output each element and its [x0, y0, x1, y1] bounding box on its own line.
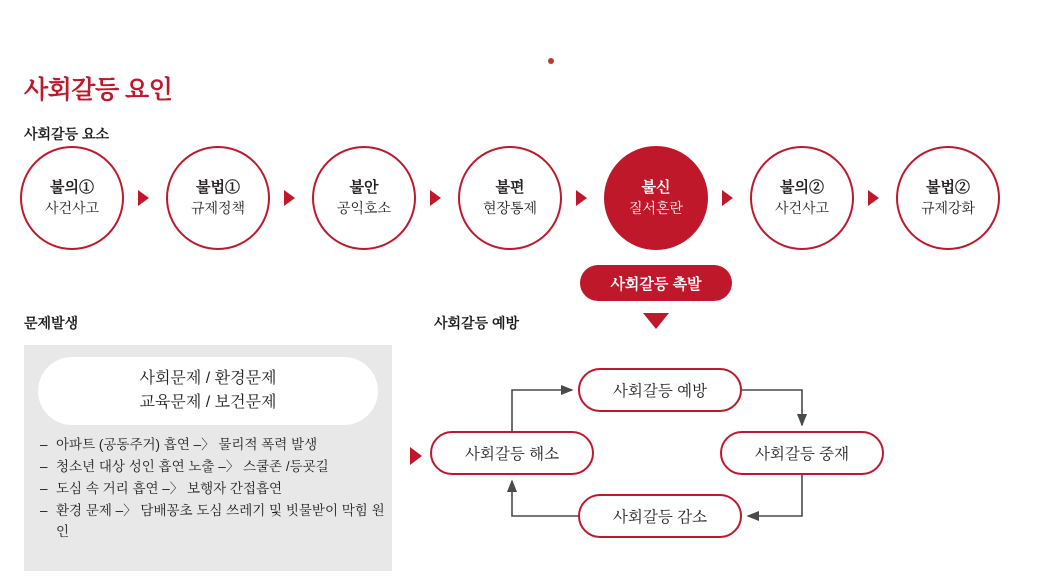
- chain-arrow-3: [430, 190, 441, 206]
- page-title: 사회갈등 요인: [24, 76, 173, 104]
- chain-node-5-line1: 불신: [641, 179, 671, 197]
- problem-headline-line2: 교육문제 / 보건문제: [139, 394, 277, 411]
- chain-node-4-line2: 현장통제: [482, 199, 538, 216]
- chain-node-6-line2: 사건사고: [774, 199, 830, 216]
- chain-node-5-highlighted: [604, 146, 708, 250]
- chain-node-1: [20, 146, 124, 250]
- chain-arrow-1: [138, 190, 149, 206]
- chain-arrow-6: [868, 190, 879, 206]
- chain-node-1-line1: 불의①: [50, 179, 94, 197]
- problem-bullet-2: – 청소년 대상 성인 흡연 노출 –〉 스쿨존 /등굣길: [40, 456, 386, 478]
- chain-node-2: [166, 146, 270, 250]
- conflict-chain: [20, 146, 1022, 256]
- chain-node-2-line1: 불법①: [196, 179, 240, 197]
- section-label-problem: 문제발생: [24, 315, 79, 331]
- down-arrow-icon: [643, 313, 669, 329]
- cycle-node-mediation: 사회갈등 중재: [720, 431, 884, 475]
- problem-headline-line1: 사회문제 / 환경문제: [139, 370, 277, 387]
- chain-node-7-line2: 규제강화: [920, 199, 976, 216]
- cycle-node-resolution: 사회갈등 해소: [430, 431, 594, 475]
- chain-node-4: [458, 146, 562, 250]
- flow-arrow-icon: [410, 447, 422, 465]
- chain-node-2-line2: 규제정책: [190, 199, 246, 216]
- chain-arrow-5: [722, 190, 733, 206]
- chain-node-1-line2: 사건사고: [44, 199, 100, 216]
- chain-node-3: [312, 146, 416, 250]
- problem-headline: [38, 357, 378, 425]
- trigger-badge: 사회갈등 촉발: [580, 265, 732, 301]
- cycle-node-reduction: 사회갈등 감소: [578, 494, 742, 538]
- chain-node-5-line2: 질서혼란: [628, 199, 684, 216]
- decorative-dot: [548, 58, 554, 64]
- chain-node-3-line2: 공익호소: [336, 199, 392, 216]
- chain-node-6: [750, 146, 854, 250]
- problem-bullet-1: – 아파트 (공동주거) 흡연 –〉 물리적 폭력 발생: [40, 434, 386, 456]
- chain-arrow-2: [284, 190, 295, 206]
- cycle-node-prevention: 사회갈등 예방: [578, 368, 742, 412]
- chain-node-6-line1: 불의②: [780, 179, 824, 197]
- chain-node-4-line1: 불편: [495, 179, 525, 197]
- problem-bullet-3: – 도심 속 거리 흡연 –〉 보행자 간접흡연: [40, 478, 386, 500]
- section-label-elements: 사회갈등 요소: [24, 126, 110, 142]
- section-label-prevention: 사회갈등 예방: [434, 315, 520, 331]
- prevention-cycle: [430, 360, 1030, 560]
- chain-node-7-line1: 불법②: [926, 179, 970, 197]
- problem-bullet-list: [40, 434, 386, 543]
- chain-node-7: [896, 146, 1000, 250]
- problem-bullet-4: – 환경 문제 –〉 담배꽁초 도심 쓰레기 및 빗물받이 막힘 원인: [40, 500, 386, 544]
- chain-node-3-line1: 불안: [349, 179, 379, 197]
- chain-arrow-4: [576, 190, 587, 206]
